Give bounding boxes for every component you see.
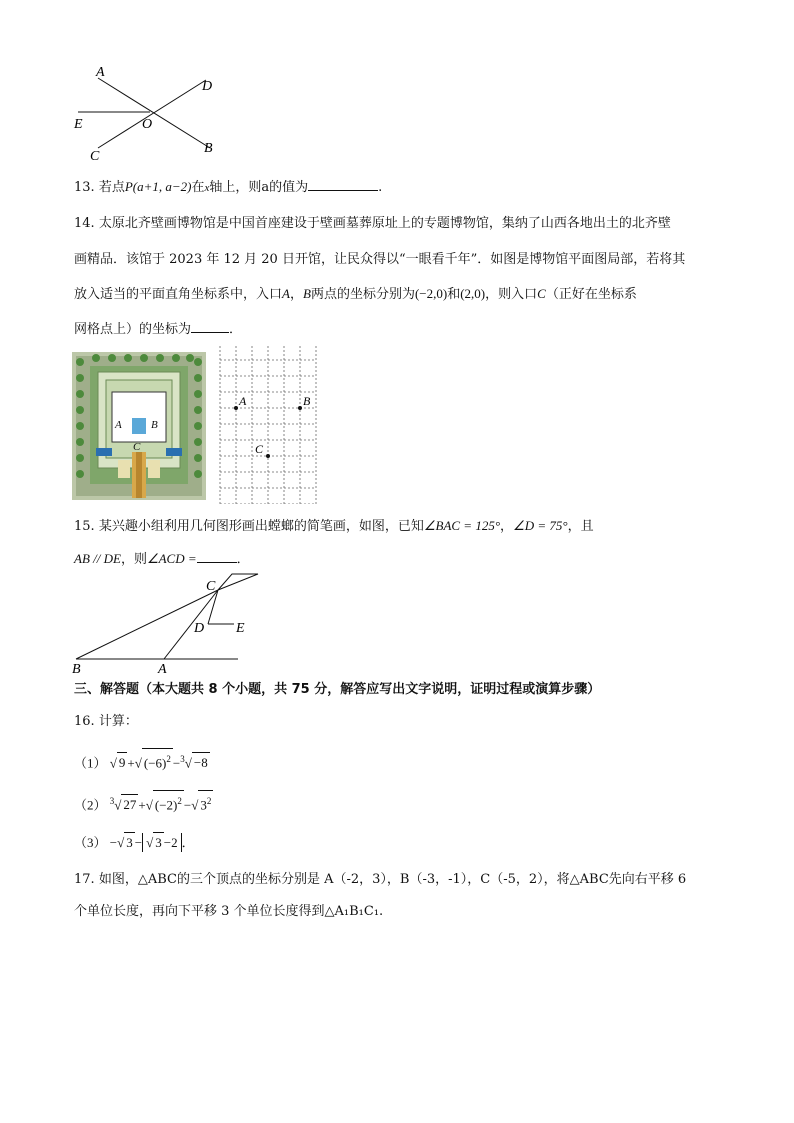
museum-floor-plan: [72, 352, 206, 500]
coordinate-grid: [218, 346, 318, 504]
question-17-line-2: 个单位长度，再向下平移 3 个单位长度得到△A₁B₁C₁.: [74, 904, 384, 919]
question-16-part-2: （2） $^3$√ 27 +√ $(-2)^2$ −√ $3^2$: [74, 790, 213, 815]
point-p: P(a+1, a−2): [124, 179, 192, 194]
label-b: B: [204, 141, 213, 156]
label-c: C: [90, 149, 100, 164]
label-e: E: [74, 117, 83, 132]
answer-blank-15: [197, 548, 237, 563]
question-16-part-1: （1） √ 9 +√ $(-6)^2 -^3√ -8$: [74, 748, 210, 773]
label-o: O: [142, 117, 153, 132]
question-16-title: 16. 计算：: [74, 714, 138, 729]
question-16-part-3: （3） −√ 3 − √ 3 −2 ．: [74, 832, 195, 853]
grid-point-c: [266, 454, 270, 458]
grid-label-b: B: [303, 394, 311, 408]
label-d: D: [202, 79, 213, 94]
label-c: C: [206, 579, 216, 594]
answer-blank-14: [191, 318, 229, 333]
figure-mantis: [70, 570, 260, 676]
question-14-line-1: 14. 太原北齐壁画博物馆是中国首座建设于壁画墓葬原址上的专题博物馆，集纳了山西各地出土的北齐壁: [74, 216, 671, 231]
label-a: A: [96, 65, 105, 80]
question-15-line-1: 15. 某兴趣小组利用几何图形画出螳螂的简笔画，如图，已知∠BAC = 125°，∠D = 75°，且: [74, 518, 594, 534]
section-3-title: 三、解答题（本大题共 8 个小题，共 75 分，解答应写出文字说明，证明过程或演算步骤）: [74, 682, 601, 697]
line-cd: [98, 80, 206, 148]
grid-label-c: C: [255, 442, 264, 456]
question-14-line-3: 放入适当的平面直角坐标系中，入口A，B两点的坐标分别为(−2,0)和(2,0)，则入口C（正好在坐标系: [74, 286, 637, 302]
label-d: D: [194, 621, 205, 636]
figure-intersecting-lines: [70, 62, 230, 166]
question-14-line-2: 画精品．该馆于 2023 年 12 月 20 日开馆，让民众得以“一眼看千年”．如图是博物馆平面图局部，若将其: [74, 252, 686, 267]
question-15-line-2: AB // DE，则∠ACD = ．: [74, 548, 250, 570]
question-17-line-1: 17. 如图，△ABC的三个顶点的坐标分别是 A（-2，3），B（-3，-1），C（-5，2），将△ABC先向右平移 6: [74, 872, 687, 887]
label-e: E: [236, 621, 245, 636]
map-label-c: C: [133, 441, 141, 453]
question-13: 13. 若点P(a+1, a−2)在x轴上，则a的值为 .: [74, 176, 382, 198]
grid-point-b: [298, 406, 302, 410]
map-label-b: B: [151, 419, 158, 431]
label-b: B: [72, 662, 81, 676]
label-a: A: [158, 662, 167, 676]
grid-point-a: [234, 406, 238, 410]
grid-label-a: A: [239, 394, 247, 408]
answer-blank-13: [308, 176, 378, 191]
question-14-line-4: 网格点上）的坐标为 ．: [74, 318, 242, 340]
map-label-a: A: [115, 419, 122, 431]
